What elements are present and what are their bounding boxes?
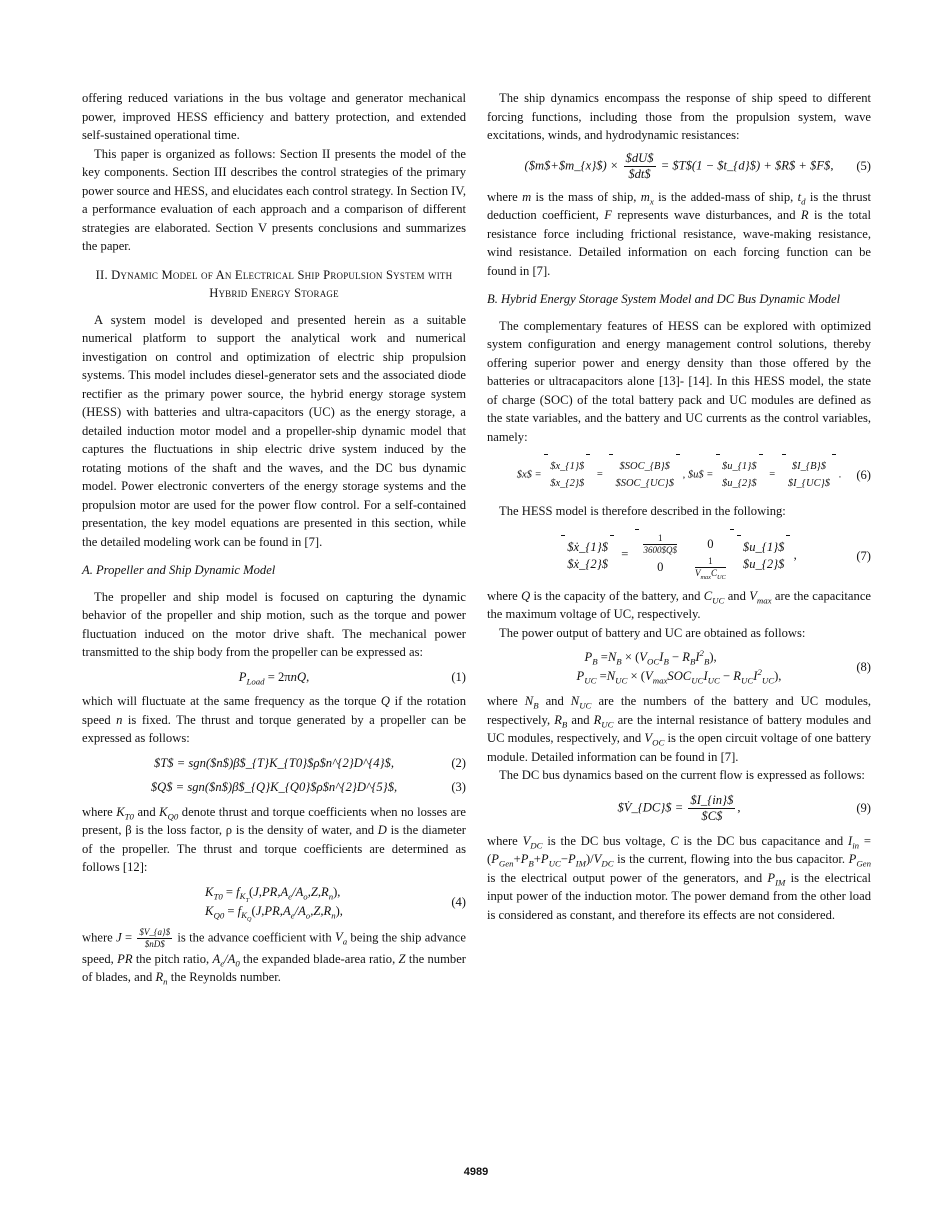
- equation-body: [561, 533, 797, 579]
- right-column: [487, 89, 871, 924]
- matrix: [609, 458, 680, 492]
- fraction: [137, 927, 172, 950]
- equation-number: (5): [856, 158, 871, 173]
- equation-1: [82, 668, 466, 687]
- equation-2: [82, 754, 466, 773]
- paragraph: A system model is developed and presented herein as a suitable numerical platform to support the analytical work and numerical investigation on control and optimization of electric ship propulsion systems. This model includes diesel-generator sets and the associated diode rectifier as the primary power source, the hybrid energy storage system (HESS) with batteries and ultra-capacitors (UC) as the energy storage, a detailed induction motor model and a propeller-ship dynamic model that captures the fluctuations in ship electric drive system induced by the rotating motions of the shaft and the waves, and the DC bus dynamic model. Power electronic converters of the energy storage systems and the propulsion motor are used for the power flow control. For a self-contained presentation, the key model equations are presented in this section, while the detailed modeling work can be found in [7].: [82, 312, 466, 549]
- fraction: [695, 556, 726, 579]
- matrix-cell: $x_{1}$: [550, 461, 585, 472]
- equation-5: [487, 151, 871, 182]
- equation-number: (4): [451, 894, 466, 909]
- fraction: [624, 151, 656, 182]
- equation-line: $K_{Q0} = f_{K_Q}(J,PR,A_e/A_o,Z,R_n)$,: [205, 903, 343, 923]
- equation-body: [517, 458, 842, 492]
- eq-symbol: , $u$ =: [682, 469, 714, 481]
- eq-lhs: ($m$+$m_{x}$) ×: [524, 157, 619, 172]
- paragraph: The propeller and ship model is focused on capturing the dynamic behavior of the propeller and ship motion, such as the torque and power fluctuation induced on the motor drive shaft. The mechanical power transmitted to the ship body from the propeller can be expressed as:: [82, 589, 466, 659]
- matrix-cell: $ẋ_{1}$: [567, 539, 609, 554]
- paragraph: where $V_{DC}$ is the DC bus voltage, C is the DC bus capacitance and $I_{in} = (P_{Gen}+P_B+P_{UC}-P_{IM})/V_{DC}$ is the current, flowing into the bus capacitor. $P_{Gen}$ is the electrical output power of the generators, and $P_{IM}$ is the electrical input power of the induction motor. The power demand from the other load is considered as constant, and therefore its effects are not considered.: [487, 833, 871, 922]
- matrix-cell: $u_{2}$: [742, 556, 785, 571]
- subsection-heading: A. Propeller and Ship Dynamic Model: [82, 563, 276, 577]
- text: is the advance coefficient with $V_a$ being the ship advance speed, PR the pitch ratio, $A_e/A_0$ the expanded blade-area ratio, Z the number of blades, and $R_n$ the Reynolds number.: [82, 929, 466, 987]
- eq-symbol: .: [838, 469, 842, 481]
- equation-number: (3): [451, 780, 466, 794]
- fraction: [688, 793, 735, 824]
- paragraph: which will fluctuate at the same frequency as the torque Q if the rotation speed n is fixed. The thrust and torque generated by a propeller can be expressed as follows:: [82, 694, 466, 745]
- numerator: $V_{a}$: [139, 926, 171, 937]
- matrix-cell: $u_{2}$: [721, 478, 757, 489]
- numerator: 1: [695, 556, 726, 568]
- numerator: $I_{in}$: [690, 792, 734, 807]
- paragraph: where Q is the capacity of the battery, and $C_{UC}$ and $V_{max}$ are the capacitance the maximum voltage of UC, respectively.: [487, 588, 871, 621]
- subsection-heading: B. Hybrid Energy Storage System Model and DC Bus Dynamic Model: [487, 292, 841, 306]
- equation-number: (2): [451, 755, 466, 770]
- paragraph: The complementary features of HESS can be explored with optimized system configuration and energy management control solutions, thereby offering superior power and energy density than those offered by the batteries or ultracapacitors alone [13]- [14]. In this HESS model, the state of charge (SOC) of the total battery pack and UC modules are defined as the state variables, and the battery and UC currents as the control variables, namely:: [487, 318, 871, 444]
- equation-body: [205, 883, 343, 921]
- equation-body: $T$ = sgn($n$)β$_{T}K_{T0}$ρ$n^{2}D^{4}$,: [153, 755, 395, 770]
- matrix-cell: $u_{1}$: [721, 461, 757, 472]
- equation-line: $P_B =N_B \times (V_{OC}I_B - R_BI^2_B)$,: [584, 647, 717, 667]
- paragraph: This paper is organized as follows: Section II presents the model of the key components. Section III describes the control strategies of the primary power source and HESS, and elucidates each control strategy. In Section IV, a performance evaluation of each approach and a comparison of different strategies are elaborated. Section V presents conclusions and summarizes the paper.: [82, 146, 466, 253]
- equation-4: [82, 883, 466, 921]
- eq-lhs: $V̇_{DC}$ =: [617, 799, 684, 814]
- matrix-cell: 0: [707, 536, 714, 551]
- matrix-cell: $x_{2}$: [550, 478, 585, 489]
- equation-8: [487, 648, 871, 686]
- denominator: $V_{max}C_{UC}$: [694, 567, 726, 581]
- matrix: [782, 458, 836, 492]
- paragraph: where $K_{T0}$ and $K_{Q0}$ denote thrust and torque coefficients when no losses are present, β is the loss factor, ρ is the density of water, and D is the diameter of the propeller. The thrust and torque coefficients are determined as follows [12]:: [82, 804, 467, 874]
- matrix: [561, 539, 614, 573]
- matrix-cell: $SOC_{UC}$: [615, 478, 675, 489]
- eq-symbol: ,: [737, 799, 741, 814]
- denominator: 3600$Q$: [643, 544, 677, 555]
- equation-number: (7): [856, 548, 871, 563]
- matrix: [716, 458, 763, 492]
- equation-7: [487, 533, 871, 579]
- matrix-cell: $ẋ_{2}$: [567, 556, 609, 571]
- equation-body: $Q$ = sgn($n$)β$_{Q}K_{Q0}$ρ$n^{2}D^{5}$,: [150, 780, 398, 794]
- text: where J =: [82, 929, 133, 944]
- matrix-cell: $I_{B}$: [791, 461, 826, 472]
- denominator: $C$: [701, 808, 723, 823]
- equation-body: $P_{Load} = 2\pi nQ$,: [238, 669, 310, 687]
- section-heading: II. Dynamic Model of An Electrical Ship Propulsion System with Hybrid Energy Storage: [95, 267, 453, 300]
- matrix: [635, 533, 733, 579]
- fraction: [643, 533, 677, 556]
- equation-line: $K_{T0} = f_{K_T}(J,PR,A_e/A_o,Z,R_n)$,: [205, 884, 341, 904]
- page-number: 4989: [463, 1166, 489, 1178]
- paragraph: The HESS model is therefore described in the following:: [499, 504, 786, 518]
- paragraph: The ship dynamics encompass the response of ship speed to different forcing functions, including those from the propulsion system, wave excitations, winds, and hydrodynamic resistances:: [487, 91, 871, 142]
- numerator: 1: [643, 533, 677, 545]
- eq-rhs: = $T$(1 − $t_{d}$) + $R$ + $F$,: [660, 157, 834, 172]
- matrix: [737, 539, 791, 573]
- paragraph: The DC bus dynamics based on the current flow is expressed as follows:: [499, 768, 865, 782]
- denominator: $dt$: [628, 166, 651, 181]
- matrix-cell: 0: [657, 559, 664, 574]
- equation-body: [525, 151, 834, 182]
- eq-symbol: =: [769, 469, 776, 481]
- paragraph: The power output of battery and UC are obtained as follows:: [499, 625, 806, 640]
- equation-3: [82, 778, 466, 797]
- numerator: $dU$: [625, 150, 654, 165]
- paragraph: [82, 927, 466, 987]
- eq-symbol: =: [596, 469, 603, 481]
- paragraph: offering reduced variations in the bus voltage and generator mechanical power, improved HESS efficiency and battery protection, and extended self-sustained operational time.: [82, 91, 466, 142]
- equation-number: (8): [856, 659, 871, 674]
- equation-line: $P_{UC} =N_{UC} \times (V_{max}SOC_{UC}I_{UC} - R_{UC}I^2_{UC})$,: [576, 666, 782, 686]
- equation-number: (9): [856, 800, 871, 815]
- equation-number: (6): [856, 467, 871, 482]
- equation-body: [577, 648, 782, 686]
- matrix-cell: $u_{1}$: [742, 539, 785, 554]
- eq-symbol: $x$ =: [516, 469, 542, 481]
- matrix-cell: $SOC_{B}$: [619, 461, 670, 472]
- left-column: [82, 89, 466, 987]
- matrix: [544, 458, 590, 492]
- denominator: $nD$: [144, 938, 165, 949]
- paragraph: where m is the mass of ship, $m_x$ is the added-mass of ship, $t_d$ is the thrust deduction coefficient, F represents wave disturbances, and R is the total resistance force including frictional resistance, wave-making resistance, wind resistance. Detailed information on each forcing function can be found in [7].: [487, 189, 872, 278]
- eq-symbol: ,: [793, 547, 797, 562]
- eq-symbol: =: [621, 547, 629, 562]
- matrix-cell: $I_{UC}$: [787, 478, 831, 489]
- equation-body: [617, 793, 740, 824]
- equation-9: [487, 793, 871, 824]
- equation-number: (1): [451, 669, 466, 684]
- equation-6: [487, 458, 871, 492]
- paragraph: where $N_B$ and $N_{UC}$ are the numbers of the battery and UC modules, respectively, $R_B$ and $R_{UC}$ are the internal resistance of battery modules and UC modules, respectively, and $V_{OC}$ is the open circuit voltage of one battery module. Detailed information can be found in [7].: [487, 694, 872, 764]
